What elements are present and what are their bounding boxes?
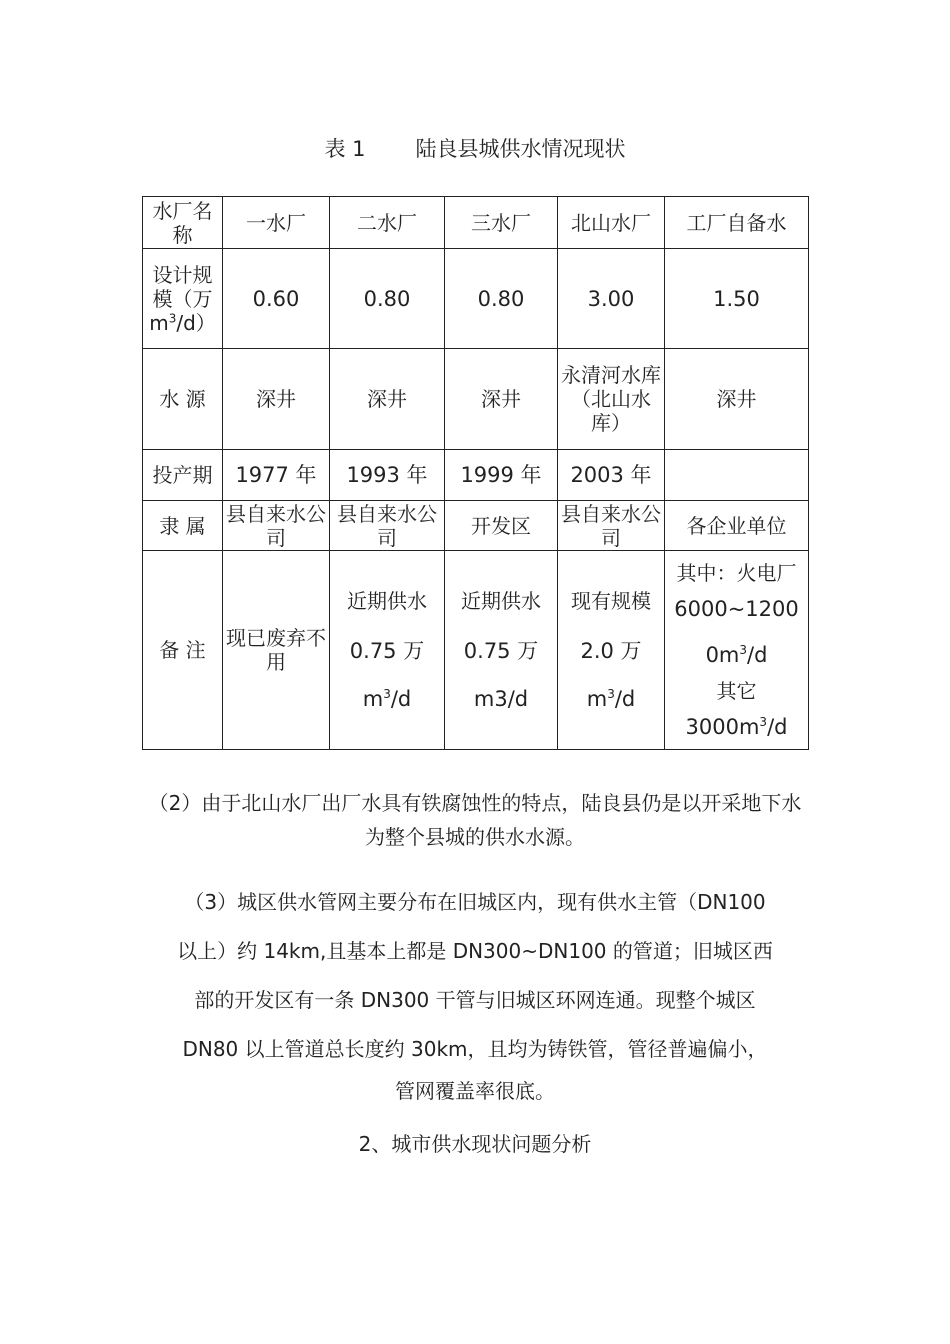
table-row	[143, 450, 809, 501]
row-label: 水 源	[143, 349, 223, 450]
table-cell: 永清河水库（北山水库）	[558, 349, 665, 450]
table-caption	[0, 133, 950, 163]
row-label: 设计规模（万 $m^3/d$）	[143, 249, 223, 349]
table-cell: 各企业单位	[665, 501, 809, 551]
table-cell: 县自来水公司	[223, 501, 330, 551]
table-cell: 1.50	[665, 249, 809, 349]
table-cell: 深井	[445, 349, 558, 450]
paragraph-3	[140, 878, 810, 1108]
paragraph-line: DN80 以上管道总长度约 30km，且均为铸铁管，管径普遍偏小，	[182, 1037, 768, 1061]
table-title: 陆良县城供水情况现状	[415, 137, 626, 161]
table-number: 表 1	[324, 137, 366, 161]
header-cell: 北山水厂	[558, 197, 665, 249]
table-cell: 县自来水公司	[558, 501, 665, 551]
table-cell: 近期供水 0.75 万 m3/d	[445, 551, 558, 750]
row-label: 备 注	[143, 551, 223, 750]
table-cell: 深井	[665, 349, 809, 450]
table-cell: 1977 年	[223, 450, 330, 501]
table-cell: 0.80	[445, 249, 558, 349]
table-cell: 县自来水公司	[330, 501, 445, 551]
table-row	[143, 551, 809, 750]
table-cell: 开发区	[445, 501, 558, 551]
paragraph-2: （2）由于北山水厂出厂水具有铁腐蚀性的特点，陆良县仍是以开采地下水为整个县城的供水水源。	[148, 791, 802, 849]
header-cell: 二水厂	[330, 197, 445, 249]
table-row	[143, 197, 809, 249]
row-label: 投产期	[143, 450, 223, 501]
section-heading: 2、城市供水现状问题分析	[358, 1132, 592, 1156]
water-supply-table	[142, 196, 809, 750]
table-cell: 2003 年	[558, 450, 665, 501]
table-cell: 深井	[223, 349, 330, 450]
table-cell	[665, 450, 809, 501]
header-cell: 水厂名称	[143, 197, 223, 249]
paragraph-line: 部的开发区有一条 DN300 干管与旧城区环网连通。现整个城区	[194, 988, 756, 1012]
table-row	[143, 249, 809, 349]
table-cell: 近期供水 0.75 万 $m^3/d$	[330, 551, 445, 750]
table-cell: 深井	[330, 349, 445, 450]
table-cell: 其中：火电厂 6000~1200 $0m^3/d$ 其它 $3000m^3/d$	[665, 551, 809, 750]
paragraph-line: （3）城区供水管网主要分布在旧城区内，现有供水主管（DN100	[184, 890, 766, 914]
header-cell: 一水厂	[223, 197, 330, 249]
table-cell: 1999 年	[445, 450, 558, 501]
table-cell: 0.80	[330, 249, 445, 349]
header-cell: 工厂自备水	[665, 197, 809, 249]
table-cell: 0.60	[223, 249, 330, 349]
table-row	[143, 349, 809, 450]
table-cell: 1993 年	[330, 450, 445, 501]
header-cell: 三水厂	[445, 197, 558, 249]
table-cell: 3.00	[558, 249, 665, 349]
row-label: 隶 属	[143, 501, 223, 551]
table-cell: 现有规模 2.0 万 $m^3/d$	[558, 551, 665, 750]
table-cell: 现已废弃不用	[223, 551, 330, 750]
paragraph-line: 管网覆盖率很底。	[395, 1079, 555, 1103]
table-row	[143, 501, 809, 551]
paragraph-line: 以上）约 14km,且基本上都是 DN300~DN100 的管道；旧城区西	[177, 939, 773, 963]
